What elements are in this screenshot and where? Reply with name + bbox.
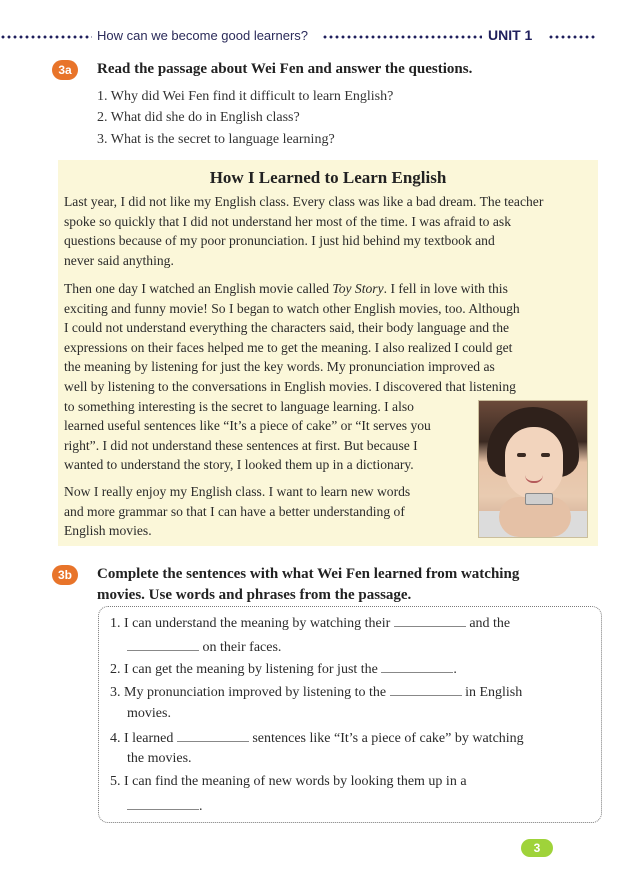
header-dots-right <box>548 35 596 39</box>
text-line <box>64 279 520 299</box>
passage-paragraph-3 <box>64 482 410 541</box>
text-line: expressions on their faces helped me to get the meaning. I also realized I could get <box>64 339 513 355</box>
movie-title: Toy Story <box>332 281 384 296</box>
sentence-text: 3. My pronunciation improved by listening to the <box>110 685 387 700</box>
photo-eye <box>517 453 526 457</box>
sentence-text: sentences like “It’s a piece of cake” by watching <box>252 731 524 746</box>
question-3: 3. What is the secret to language learning? <box>97 132 335 147</box>
sentence-5: 5. I can find the meaning of new words by looking them up in a <box>110 774 467 789</box>
text-span: . I fell in love with this <box>383 281 508 296</box>
section-3b-instruction-line1: Complete the sentences with what Wei Fen learned from watching <box>97 566 520 582</box>
text-span: Then one day I watched an English movie called <box>64 281 333 296</box>
sentence-text: . <box>199 799 203 814</box>
sentence-text: and the <box>469 616 511 631</box>
reading-passage <box>58 160 598 546</box>
sentence-1 <box>110 614 510 632</box>
sentence-text: 4. I learned <box>110 731 174 746</box>
text-line: Last year, I did not like my English class. Every class was like a bad dream. The teacher <box>64 194 544 209</box>
text-line: and more grammar so that I can have a better understanding of <box>64 503 405 519</box>
section-3b-instruction-line2: movies. Use words and phrases from the passage. <box>97 587 412 603</box>
answer-blank[interactable] <box>390 683 462 696</box>
header-dots-middle <box>322 35 482 39</box>
question-2: 2. What did she do in English class? <box>97 110 300 125</box>
text-line: the meaning by listening for just the key words. My pronunciation improved as <box>64 359 495 375</box>
photo-face <box>505 427 563 499</box>
sentence-4-cont: the movies. <box>127 751 192 766</box>
text-line: right”. I did not understand these sentences at first. But because I <box>64 437 418 453</box>
text-line: learned useful sentences like “It’s a piece of cake” or “It serves you <box>64 418 431 434</box>
section-3b-badge: 3b <box>52 565 78 585</box>
text-line: questions because of my poor pronunciation. I just hid behind my textbook and <box>64 233 495 249</box>
sentence-3 <box>110 683 522 701</box>
girl-photo <box>478 400 588 538</box>
answer-blank[interactable] <box>177 729 249 742</box>
text-line: Now I really enjoy my English class. I want to learn new words <box>64 484 411 499</box>
page-header <box>0 26 640 46</box>
photo-eye <box>541 453 550 457</box>
passage-paragraph-2 <box>64 279 520 475</box>
text-line: wanted to understand the story, I looked them up in a dictionary. <box>64 457 414 473</box>
text-line: I could not understand everything the characters said, their body language and the <box>64 320 510 336</box>
sentence-text: . <box>453 662 457 677</box>
section-3a-badge: 3a <box>52 60 78 80</box>
passage-title: How I Learned to Learn English <box>209 168 447 187</box>
text-line: well by listening to the conversations in English movies. I discovered that listening <box>64 378 516 394</box>
answer-blank[interactable] <box>127 797 199 810</box>
text-line: English movies. <box>64 523 152 539</box>
sentence-text: 2. I can get the meaning by listening for just the <box>110 662 378 677</box>
sentence-3-cont: movies. <box>127 706 171 721</box>
header-dots-left <box>0 35 92 39</box>
sentence-2 <box>110 660 457 678</box>
text-line: exciting and funny movie! So I began to watch other English movies, too. Although <box>64 300 520 316</box>
answer-blank[interactable] <box>394 614 466 627</box>
sentence-text: on their faces. <box>202 640 282 655</box>
sentence-5-cont <box>127 797 203 815</box>
text-line: spoke so quickly that I did not understand her most of the time. I was afraid to ask <box>64 213 511 229</box>
sentence-1-cont <box>127 638 281 656</box>
text-line: never said anything. <box>64 252 174 268</box>
sentence-text: 1. I can understand the meaning by watching their <box>110 616 391 631</box>
question-1: 1. Why did Wei Fen find it difficult to learn English? <box>97 89 394 104</box>
phone-icon <box>525 493 553 505</box>
page-number-badge: 3 <box>521 839 553 857</box>
header-topic: How can we become good learners? <box>97 28 309 43</box>
header-unit: UNIT 1 <box>488 27 533 43</box>
passage-paragraph-1 <box>64 192 543 270</box>
answer-blank[interactable] <box>127 638 199 651</box>
text-line: to something interesting is the secret to language learning. I also <box>64 398 414 414</box>
answer-blank[interactable] <box>381 660 453 673</box>
sentence-text: in English <box>465 685 523 700</box>
section-3a-instruction: Read the passage about Wei Fen and answer the questions. <box>97 61 473 77</box>
sentence-4 <box>110 729 524 747</box>
